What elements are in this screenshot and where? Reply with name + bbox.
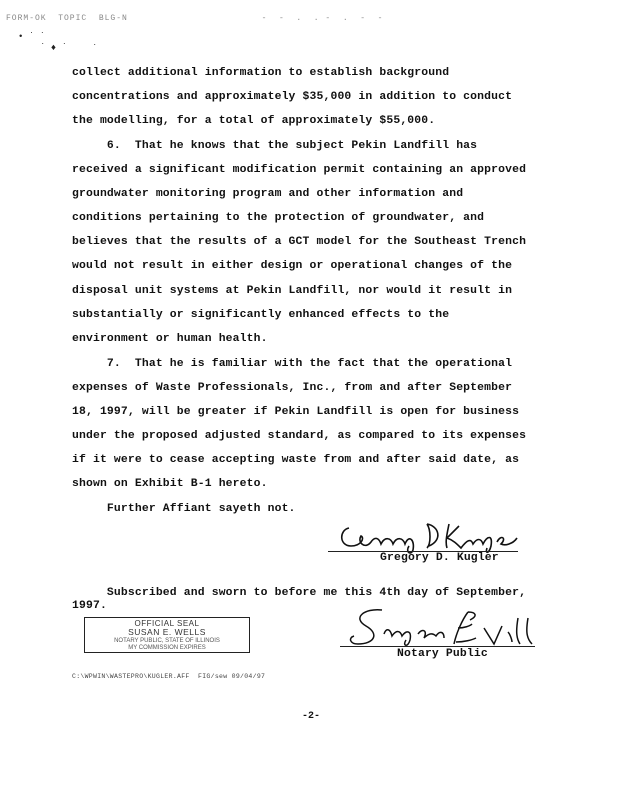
body-line: environment or human health. xyxy=(72,333,268,345)
affiant-signature xyxy=(335,516,525,556)
body-line: 7. That he is familiar with the fact that the operational xyxy=(72,358,513,370)
scan-header-noise: FORM-OK TOPIC BLG-N xyxy=(6,14,128,23)
seal-title: OFFICIAL SEAL xyxy=(134,619,200,628)
jurat-line: Subscribed and sworn to before me this 4th day of September, xyxy=(72,587,527,599)
body-line: shown on Exhibit B-1 hereto. xyxy=(72,478,268,490)
scan-header-noise-right: - - . . - . - - xyxy=(250,14,384,23)
body-line: groundwater monitoring program and other information and xyxy=(72,188,464,200)
document-file-path: C:\WPWIN\WASTEPRO\KUGLER.AFF FIG/sew 09/04/97 xyxy=(72,673,266,680)
body-line: Further Affiant sayeth not. xyxy=(72,503,296,515)
body-line: collect additional information to establish background xyxy=(72,67,450,79)
seal-expiry: MY COMMISSION EXPIRES xyxy=(128,645,206,651)
body-line: concentrations and approximately $35,000 in addition to conduct xyxy=(72,91,513,103)
seal-notary-name: SUSAN E. WELLS xyxy=(128,627,206,637)
body-line: disposal unit systems at Pekin Landfill, nor would it result in xyxy=(72,285,513,297)
body-line: if it were to cease accepting waste from and after said date, as xyxy=(72,454,520,466)
body-line: the modelling, for a total of approximately $55,000. xyxy=(72,115,436,127)
scan-specks: ˙ ♦ ˙ xyxy=(40,43,68,53)
body-line: 18, 1997, will be greater if Pekin Landfill is open for business xyxy=(72,406,520,418)
body-line: would not result in either design or operational changes of the xyxy=(72,260,513,272)
jurat-year: 1997. xyxy=(72,600,107,612)
scan-specks: • ˙ ˙ xyxy=(18,32,46,42)
body-line: 6. That he knows that the subject Pekin Landfill has xyxy=(72,140,478,152)
body-line: expenses of Waste Professionals, Inc., from and after September xyxy=(72,382,513,394)
notary-title: Notary Public xyxy=(397,648,488,660)
body-line: under the proposed adjusted standard, as compared to its expenses xyxy=(72,430,527,442)
body-line: believes that the results of a GCT model for the Southeast Trench xyxy=(72,236,527,248)
body-line: conditions pertaining to the protection of groundwater, and xyxy=(72,212,485,224)
scan-specks: ˙ xyxy=(92,44,98,54)
seal-state: NOTARY PUBLIC, STATE OF ILLINOIS xyxy=(114,638,220,644)
affiant-name: Gregory D. Kugler xyxy=(380,552,499,564)
notary-seal-stamp xyxy=(84,617,250,653)
body-line: substantially or significantly enhanced effects to the xyxy=(72,309,450,321)
notary-signature xyxy=(344,604,544,652)
page-number: -2- xyxy=(302,711,321,722)
body-line: received a significant modification permit containing an approved xyxy=(72,164,527,176)
